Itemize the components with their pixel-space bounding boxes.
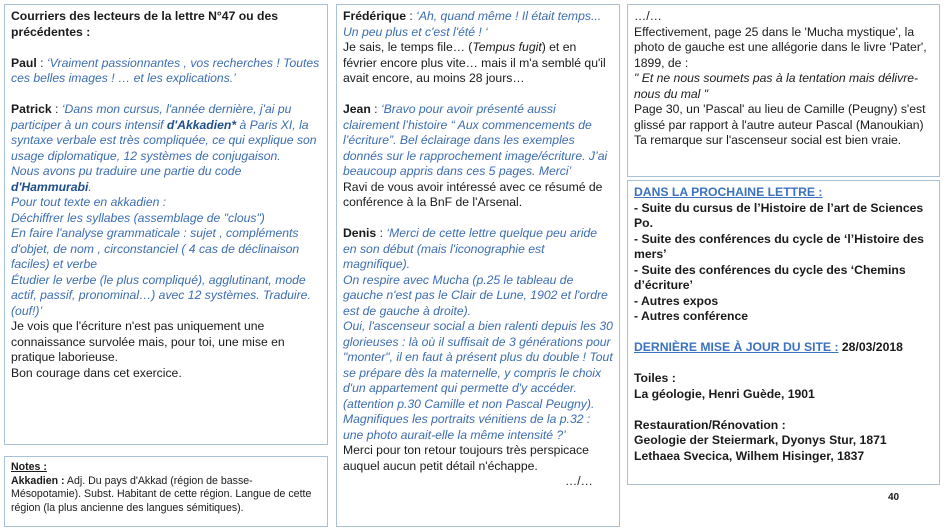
reader-name-jean: Jean xyxy=(343,102,371,116)
term-akkadien: d'Akkadien* xyxy=(166,117,237,132)
next-item: - Suite des conférences du cycle de ‘l’Histoire des mers’ xyxy=(634,231,924,261)
notes-box xyxy=(4,456,328,527)
restauration-item: Geologie der Steiermark, Dyonys Stur, 1871 xyxy=(634,433,887,447)
letter-frederique: Frédérique : ‘Ah, quand même ! Il était temps... Un peu plus et c'est l'été ! ‘ xyxy=(343,9,602,39)
next-letter-box xyxy=(627,180,940,485)
note-akkadien: Akkadien : Adj. Du pays d'Akkad (région de basse-Mésopotamie). Subst. Habitant de cette région. Langue de cette région (la plus ancienne des langues sémitiques). xyxy=(11,474,312,514)
quote-pater: " Et ne nous soumets pas à la tentation mais délivre-nous du mal " xyxy=(634,71,919,101)
page-number: 40 xyxy=(888,492,900,503)
next-letter-heading: DANS LA PROCHAINE LETTRE : xyxy=(634,185,823,199)
reply-patrick: Je vois que l'écriture n'est pas uniquement une connaissance survolée mais, pour toi, une mise en pratique laborieuse. xyxy=(11,319,285,364)
letter-patrick: Patrick : ‘Dans mon cursus, l'année dernière, j'ai pu participer à un cours intensif d'Akkadien* à Paris XI, la syntaxe verbale est très compliquée, ce qui explique son usage diplomatique, 12 systèmes de conjugaison. xyxy=(11,102,317,163)
reply-frederique: Je sais, le temps file… (Tempus fugit) et en février encore plus vite… mais il m'a semblé qu'il avait encore, au moins 28 jours… xyxy=(343,40,606,85)
next-item: - Suite des conférences du cycle des ‘Chemins d’écriture’ xyxy=(634,262,906,292)
term-hammurabi: d'Hammurabi xyxy=(11,179,89,194)
continued-marker-top: …/… xyxy=(634,9,662,23)
next-item: - Suite du cursus de l’Histoire de l’art de Sciences Po. xyxy=(634,200,924,230)
letter-jean: Jean : ‘Bravo pour avoir présenté aussi clairement l’histoire “ Aux commencements de l’écriture”. Bel éclairage dans les exemples donnés sur le rapprochement image/écriture. J’ai beaucoup appris dans ces 5 pages. Merci’ xyxy=(343,102,608,178)
continued-marker: …/… xyxy=(565,474,593,488)
reply-jean: Ravi de vous avoir intéressé avec ce résumé de conférence à la BnF de l'Arsenal. xyxy=(343,179,603,209)
quote-paul: ‘Vraiment passionnantes , vos recherches ! Toutes ces belles images ! … et les explications.’ xyxy=(11,55,320,85)
reader-name-denis: Denis xyxy=(343,226,377,240)
letter-denis: Denis : ‘Merci de cette lettre quelque peu aride en son début (mais l'iconographie est magnifique). xyxy=(343,226,598,271)
letters-box-middle: Frédérique : ‘Ah, quand même ! Il était temps... Un peu plus et c'est l'été ! ‘ Je sais, le temps file… (Tempus fugit) et en février encore plus vite… mais il m'a semblé qu'il avait encore, au moins 28 jours… Jean : ‘Bravo pour avoir présenté aussi clairement l’histoire “ Aux commencements de l’écriture”. Bel éclairage dans les exemples donnés sur le rapprochement image/écriture. J’ai beaucoup appris dans ces 5 pages. Merci’ Ravi de vous avoir intéressé avec ce résumé de conférence à la BnF de l'Arsenal. Denis : ‘Merci de cette lettre quelque peu aride en son début (mais l'iconographie est magnifique). On respire avec Mucha (p.25 le tableau de gauche n'est pas le Clair de Lune, 1902 et l'ordre est de gauche à droite). Oui, l'ascenseur social a bien ralenti depuis les 30 glorieuses : là où il suffisait de 3 générations pour "monter", il en faut à présent plus du double ! Tout se prépare dès la maternelle, y compris le choix d'un appartement qui permette d'y accéder. (attention p.30 Camille et non Pascal Peugny). Magnifiques les portraits vénitiens de la p.32 : une photo aurait-elle la même intensité ?’ Merci pour ton retour toujours très perspicace auquel aucun petit détail n'échappe. …/… xyxy=(336,4,620,527)
restauration-title: Restauration/Rénovation : xyxy=(634,417,786,432)
toiles-item: La géologie, Henri Guède, 1901 xyxy=(634,386,815,401)
site-update-date: 28/03/2018 xyxy=(838,340,903,354)
site-update: DERNIÈRE MISE À JOUR DU SITE : 28/03/2018 xyxy=(634,340,903,354)
reader-name-patrick: Patrick xyxy=(11,102,52,116)
letters-title: Courriers des lecteurs de la lettre N°47 ou des précédentes : xyxy=(11,9,279,39)
reader-name-frederique: Frédérique xyxy=(343,9,406,23)
reply-box-right: …/… Effectivement, page 25 dans le 'Mucha mystique', la photo de gauche est une allégorie dans le livre 'Pater', 1899, de : " Et ne nous soumets pas à la tentation mais délivre-nous du mal " Page 30, un 'Pascal' au lieu de Camille (Peugny) s'est glissé par rapport à l'autre auteur Pascal (Manoukian) Ta remarque sur l'ascenseur social est bien vraie. xyxy=(627,4,940,177)
letter-paul: Paul : ‘Vraiment passionnantes , vos recherches ! Toutes ces belles images ! … et les explications.’ xyxy=(11,55,320,85)
toiles-title: Toiles : xyxy=(634,371,676,385)
next-item: - Autres conférence xyxy=(634,309,749,323)
letters-box-left: Courriers des lecteurs de la lettre N°47 ou des précédentes : Paul : ‘Vraiment passionnantes , vos recherches ! Toutes ces belles images ! … et les explications.’ Patrick : ‘Dans mon cursus, l'année dernière, j'ai pu participer à un cours intensif d'Akkadien* à Paris XI, la syntaxe verbale est très compliquée, ce qui explique son usage diplomatique, 12 systèmes de conjugaison. Nous avons pu traduire une partie du code d'Hammurabi. Pour tout texte en akkadien : Déchiffrer les syllabes (assemblage de "clous") En faire l'analyse grammaticale : sujet , compléments d'objet, de nom , circonstanciel ( 4 cas de déclinaison faciles) et verbe Étudier le verbe (le plus compliqué), agglutinant, mode actif, passif, pronominal…) avec 12 systèmes. Traduire. (ouf!)’ Je vois que l'écriture n'est pas uniquement une connaissance survolée mais, pour toi, une mise en pratique laborieuse. Bon courage dans cet exercice. xyxy=(4,4,328,445)
reader-name-paul: Paul xyxy=(11,55,37,70)
restauration-item: Lethaea Svecica, Wilhem Hisinger, 1837 xyxy=(634,448,865,463)
next-item: - Autres expos xyxy=(634,293,719,308)
reply-denis: Merci pour ton retour toujours très perspicace auquel aucun petit détail n'échappe. xyxy=(343,443,589,473)
notes-title: Notes : xyxy=(11,461,47,473)
